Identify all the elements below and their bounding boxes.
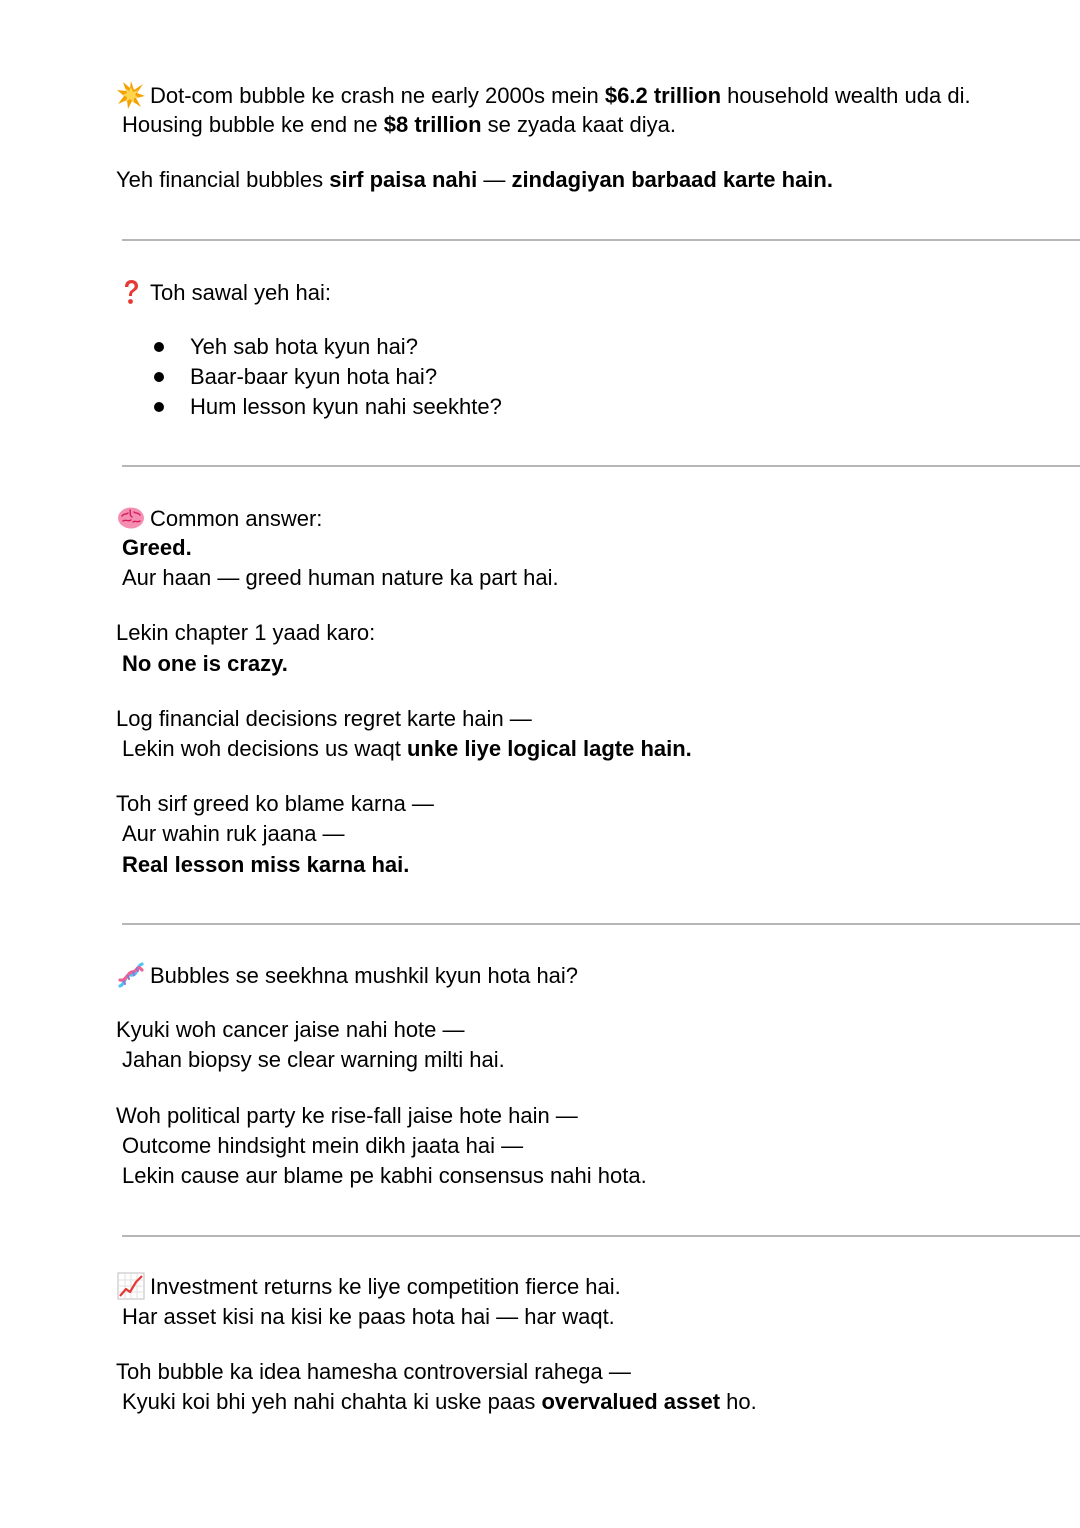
common-answer-heading: [116, 503, 322, 534]
overvalued-line: [122, 1387, 757, 1417]
impact-dash: —: [477, 167, 512, 192]
section-divider: [122, 1235, 1080, 1237]
investment-heading: [116, 1271, 621, 1302]
housing-bubble-line: [122, 110, 676, 140]
logical-line: [122, 734, 692, 764]
list-item-text: Baar-baar kyun hota hai?: [190, 364, 438, 389]
dotcom-loss-amount: $6.2 trillion: [604, 83, 722, 108]
question-heading-text: Toh sawal yeh hai:: [150, 280, 331, 305]
cancer-line-1: Kyuki woh cancer jaise nahi hote —: [116, 1017, 465, 1042]
no-one-crazy: No one is crazy.: [122, 651, 288, 676]
bubbles-learning-text: Bubbles se seekhna mushkil kyun hota hai?: [150, 963, 579, 988]
question-mark-icon: [116, 277, 146, 307]
list-item: [190, 392, 502, 422]
wealth-loss-text-1: Dot-com bubble ke crash ne early 2000s mein: [150, 83, 605, 108]
investment-heading-text: Investment returns ke liye competition fierce hai.: [150, 1274, 621, 1299]
housing-text-2: se zyada kaat diya.: [481, 112, 677, 137]
overvalued-bold: overvalued asset: [541, 1389, 721, 1414]
asset-ownership-line: Har asset kisi na kisi ke paas hota hai — har waqt.: [122, 1304, 615, 1329]
political-line-2: Outcome hindsight mein dikh jaata hai —: [122, 1133, 524, 1158]
logical-bold: unke liye logical lagte hain.: [406, 736, 692, 761]
bubbles-learning-heading: [116, 960, 578, 991]
section-divider: [122, 465, 1080, 467]
question-heading: [116, 277, 331, 308]
controversial-line: Toh bubble ka idea hamesha controversial rahega —: [116, 1359, 631, 1384]
regret-line: Log financial decisions regret karte hain —: [116, 706, 532, 731]
list-item: [190, 332, 418, 362]
impact-text-1: Yeh financial bubbles: [116, 167, 330, 192]
impact-bold-1: sirf paisa nahi: [329, 167, 478, 192]
wealth-loss-text-2: household wealth uda di.: [721, 83, 971, 108]
blame-line-2: Aur wahin ruk jaana —: [122, 821, 345, 846]
chapter-reference: Lekin chapter 1 yaad karo:: [116, 620, 376, 645]
blame-line-1: Toh sirf greed ko blame karna —: [116, 791, 434, 816]
political-line-1: Woh political party ke rise-fall jaise hote hain —: [116, 1103, 578, 1128]
housing-text-1: Housing bubble ke end ne: [122, 112, 384, 137]
logical-text: Lekin woh decisions us waqt: [122, 736, 407, 761]
political-line-3: Lekin cause aur blame pe kabhi consensus nahi hota.: [122, 1163, 647, 1188]
wealth-loss-line: [116, 80, 971, 111]
overvalued-text-1: Kyuki koi bhi yeh nahi chahta ki uske paas: [122, 1389, 542, 1414]
bullet-icon: [154, 372, 164, 382]
bullet-icon: [154, 342, 164, 352]
common-answer-text: Common answer:: [150, 506, 323, 531]
section-divider: [122, 923, 1080, 925]
housing-loss-amount: $8 trillion: [383, 112, 482, 137]
greed-answer: Greed.: [122, 535, 192, 560]
section-divider: [122, 239, 1080, 241]
collision-icon: [116, 80, 146, 110]
overvalued-text-2: ho.: [720, 1389, 757, 1414]
list-item-text: Yeh sab hota kyun hai?: [190, 334, 418, 359]
dna-icon: [116, 960, 146, 990]
cancer-line-2: Jahan biopsy se clear warning milti hai.: [122, 1047, 505, 1072]
list-item-text: Hum lesson kyun nahi seekhte?: [190, 394, 502, 419]
chart-increasing-icon: [116, 1271, 146, 1301]
brain-icon: [116, 503, 146, 533]
bullet-icon: [154, 402, 164, 412]
impact-bold-2: zindagiyan barbaad karte hain.: [511, 167, 833, 192]
blame-line-3: Real lesson miss karna hai.: [122, 852, 410, 877]
greed-note: Aur haan — greed human nature ka part hai.: [122, 565, 559, 590]
bubbles-impact-line: [116, 165, 833, 195]
list-item: [190, 362, 437, 392]
